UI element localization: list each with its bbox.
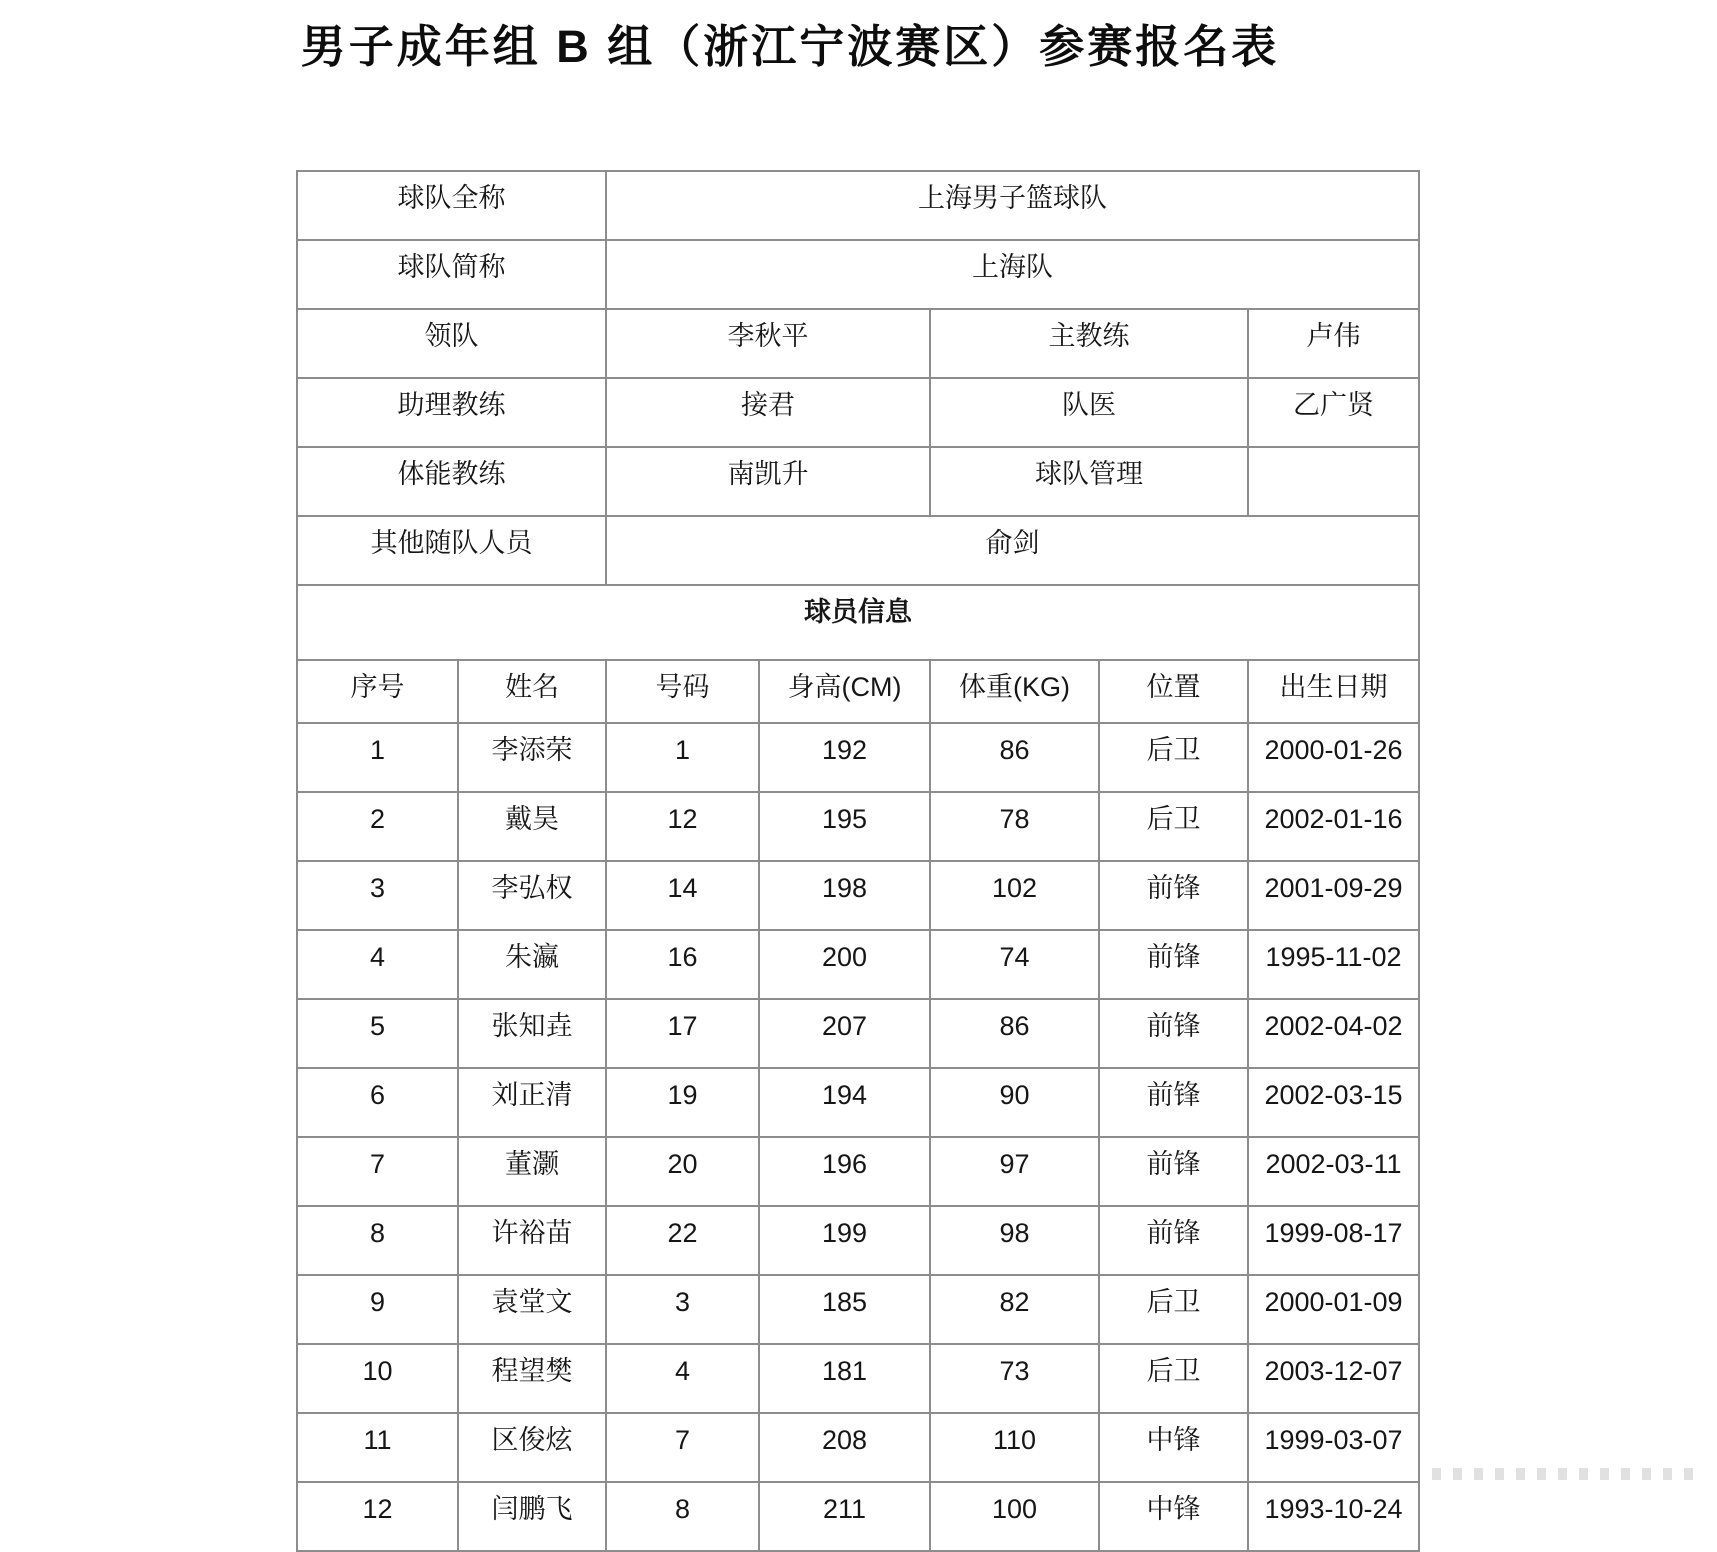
player-position: 后卫	[1099, 723, 1248, 792]
player-birthdate: 2002-04-02	[1248, 999, 1419, 1068]
player-position: 后卫	[1099, 1275, 1248, 1344]
header-height: 身高(CM)	[759, 660, 930, 723]
player-row	[297, 1413, 1419, 1482]
player-row	[297, 1206, 1419, 1275]
fitness-coach-label: 体能教练	[297, 447, 606, 516]
player-number: 3	[606, 1275, 759, 1344]
player-birthdate: 2002-03-15	[1248, 1068, 1419, 1137]
player-number: 14	[606, 861, 759, 930]
player-height: 208	[759, 1413, 930, 1482]
player-row	[297, 1137, 1419, 1206]
row-team-short-name	[297, 240, 1419, 309]
player-name: 张知垚	[458, 999, 606, 1068]
player-seq: 4	[297, 930, 458, 999]
player-name: 袁堂文	[458, 1275, 606, 1344]
team-short-name-label: 球队简称	[297, 240, 606, 309]
manager-label: 球队管理	[930, 447, 1248, 516]
other-staff-label: 其他随队人员	[297, 516, 606, 585]
player-number: 22	[606, 1206, 759, 1275]
player-seq: 6	[297, 1068, 458, 1137]
player-number: 1	[606, 723, 759, 792]
player-birthdate: 2003-12-07	[1248, 1344, 1419, 1413]
leader-label: 领队	[297, 309, 606, 378]
players-section-title: 球员信息	[297, 585, 1419, 660]
row-players-section	[297, 585, 1419, 660]
player-height: 207	[759, 999, 930, 1068]
row-leader-headcoach	[297, 309, 1419, 378]
player-number: 12	[606, 792, 759, 861]
player-weight: 102	[930, 861, 1099, 930]
player-birthdate: 2000-01-26	[1248, 723, 1419, 792]
player-height: 192	[759, 723, 930, 792]
player-height: 200	[759, 930, 930, 999]
player-height: 185	[759, 1275, 930, 1344]
player-name: 刘正清	[458, 1068, 606, 1137]
page-title: 男子成年组 B 组（浙江宁波赛区）参赛报名表	[300, 21, 1280, 72]
player-row	[297, 861, 1419, 930]
player-row	[297, 1344, 1419, 1413]
team-full-name-label: 球队全称	[297, 171, 606, 240]
player-number: 19	[606, 1068, 759, 1137]
player-seq: 7	[297, 1137, 458, 1206]
player-row	[297, 1068, 1419, 1137]
player-birthdate: 1999-08-17	[1248, 1206, 1419, 1275]
player-name: 董灏	[458, 1137, 606, 1206]
player-seq: 11	[297, 1413, 458, 1482]
player-name: 戴昊	[458, 792, 606, 861]
player-seq: 1	[297, 723, 458, 792]
player-weight: 78	[930, 792, 1099, 861]
player-position: 后卫	[1099, 792, 1248, 861]
player-weight: 73	[930, 1344, 1099, 1413]
player-position: 中锋	[1099, 1482, 1248, 1551]
player-position: 前锋	[1099, 1068, 1248, 1137]
player-row	[297, 999, 1419, 1068]
player-number: 17	[606, 999, 759, 1068]
header-name: 姓名	[458, 660, 606, 723]
player-position: 前锋	[1099, 861, 1248, 930]
row-assistant-doctor	[297, 378, 1419, 447]
assistant-coach-value: 接君	[606, 378, 930, 447]
assistant-coach-label: 助理教练	[297, 378, 606, 447]
player-birthdate: 1995-11-02	[1248, 930, 1419, 999]
player-weight: 97	[930, 1137, 1099, 1206]
header-birthdate: 出生日期	[1248, 660, 1419, 723]
player-seq: 5	[297, 999, 458, 1068]
player-birthdate: 2001-09-29	[1248, 861, 1419, 930]
player-row	[297, 1275, 1419, 1344]
player-weight: 86	[930, 723, 1099, 792]
player-seq: 12	[297, 1482, 458, 1551]
leader-value: 李秋平	[606, 309, 930, 378]
player-height: 199	[759, 1206, 930, 1275]
row-other-staff	[297, 516, 1419, 585]
player-name: 李添荣	[458, 723, 606, 792]
doctor-value: 乙广贤	[1248, 378, 1419, 447]
player-position: 后卫	[1099, 1344, 1248, 1413]
row-fitness-manager	[297, 447, 1419, 516]
player-position: 前锋	[1099, 999, 1248, 1068]
player-row	[297, 723, 1419, 792]
player-number: 7	[606, 1413, 759, 1482]
player-number: 20	[606, 1137, 759, 1206]
player-seq: 8	[297, 1206, 458, 1275]
player-weight: 90	[930, 1068, 1099, 1137]
player-height: 181	[759, 1344, 930, 1413]
player-number: 16	[606, 930, 759, 999]
player-weight: 100	[930, 1482, 1099, 1551]
player-birthdate: 2002-01-16	[1248, 792, 1419, 861]
player-name: 许裕苗	[458, 1206, 606, 1275]
header-seq: 序号	[297, 660, 458, 723]
header-number: 号码	[606, 660, 759, 723]
team-full-name-value: 上海男子篮球队	[606, 171, 1419, 240]
player-weight: 74	[930, 930, 1099, 999]
player-position: 前锋	[1099, 1137, 1248, 1206]
player-seq: 9	[297, 1275, 458, 1344]
scan-artifact	[1432, 1468, 1704, 1480]
player-name: 闫鹏飞	[458, 1482, 606, 1551]
team-short-name-value: 上海队	[606, 240, 1419, 309]
players-header-row	[297, 660, 1419, 723]
head-coach-label: 主教练	[930, 309, 1248, 378]
row-team-full-name	[297, 171, 1419, 240]
player-number: 4	[606, 1344, 759, 1413]
player-seq: 2	[297, 792, 458, 861]
player-birthdate: 1993-10-24	[1248, 1482, 1419, 1551]
player-number: 8	[606, 1482, 759, 1551]
player-weight: 86	[930, 999, 1099, 1068]
player-seq: 3	[297, 861, 458, 930]
player-height: 194	[759, 1068, 930, 1137]
header-position: 位置	[1099, 660, 1248, 723]
player-birthdate: 2002-03-11	[1248, 1137, 1419, 1206]
head-coach-value: 卢伟	[1248, 309, 1419, 378]
player-height: 198	[759, 861, 930, 930]
player-weight: 110	[930, 1413, 1099, 1482]
player-name: 李弘权	[458, 861, 606, 930]
player-birthdate: 2000-01-09	[1248, 1275, 1419, 1344]
player-position: 中锋	[1099, 1413, 1248, 1482]
player-height: 196	[759, 1137, 930, 1206]
registration-table	[296, 170, 1420, 1552]
manager-value	[1248, 447, 1419, 516]
player-row-cutoff	[297, 1482, 1419, 1551]
player-birthdate: 1999-03-07	[1248, 1413, 1419, 1482]
player-seq: 10	[297, 1344, 458, 1413]
player-name: 区俊炫	[458, 1413, 606, 1482]
player-weight: 98	[930, 1206, 1099, 1275]
player-position: 前锋	[1099, 930, 1248, 999]
player-weight: 82	[930, 1275, 1099, 1344]
fitness-coach-value: 南凯升	[606, 447, 930, 516]
header-weight: 体重(KG)	[930, 660, 1099, 723]
player-height: 195	[759, 792, 930, 861]
player-row	[297, 792, 1419, 861]
player-height: 211	[759, 1482, 930, 1551]
other-staff-value: 俞剑	[606, 516, 1419, 585]
doctor-label: 队医	[930, 378, 1248, 447]
player-row	[297, 930, 1419, 999]
player-name: 程望樊	[458, 1344, 606, 1413]
player-position: 前锋	[1099, 1206, 1248, 1275]
player-name: 朱瀛	[458, 930, 606, 999]
